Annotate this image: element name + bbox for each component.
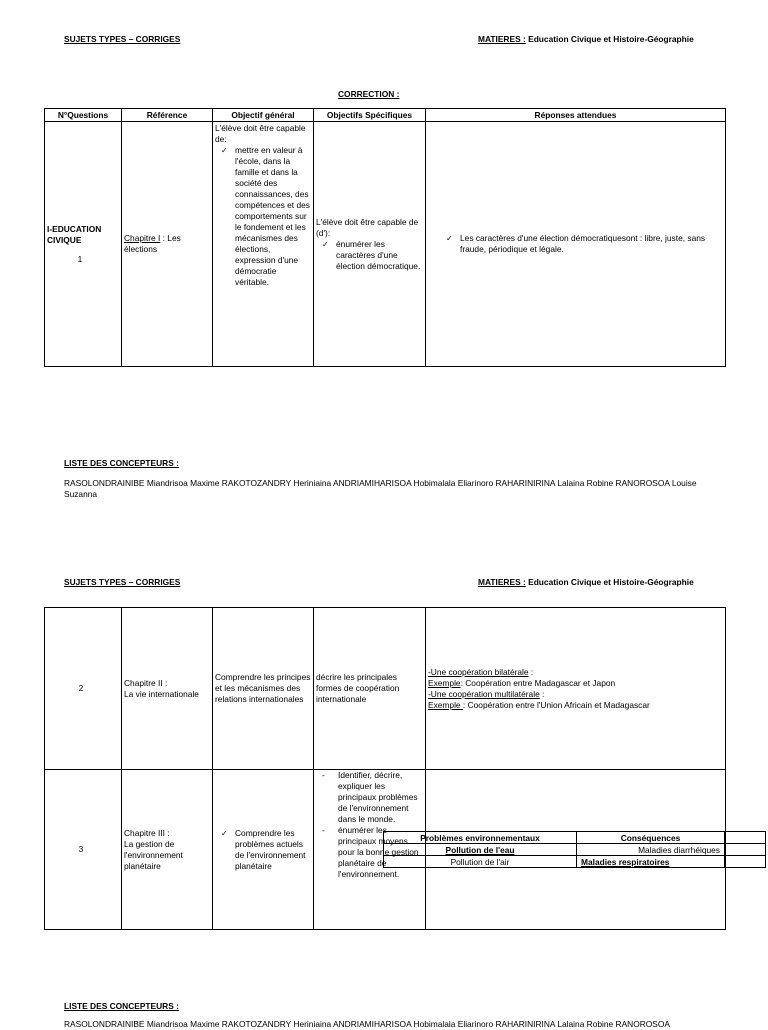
problem-cell: Pollution de l'eau [384, 844, 577, 856]
objectif-list [215, 828, 311, 872]
objectif-general-cell [213, 122, 314, 367]
reponse-list [428, 233, 723, 255]
column-header: N°Questions [45, 109, 122, 122]
chapter-title: : Les élections [124, 233, 181, 254]
question-number: 1 [77, 253, 83, 264]
section-label: I-EDUCATION CIVIQUE [47, 223, 102, 245]
column-header: Objectifs Spécifiques [314, 109, 426, 122]
objectif-intro: L'élève doit être capable de: [215, 123, 306, 144]
reference-cell [122, 122, 213, 367]
header-subject-label: MATIERES : [478, 34, 526, 44]
objectif-list [215, 145, 311, 288]
page-header-left: SUJETS TYPES – CORRIGES [64, 577, 181, 587]
reponse-line: -Une coopération multilatérale : [428, 688, 545, 699]
specifique-list [316, 239, 423, 272]
reponse-item: ✓ Les caractères d'une élection démocratiquesont : libre, juste, sans fraude, périodique et légale. [440, 233, 723, 255]
concepteurs-list: RASOLONDRAINIBE Miandrisoa Maxime RAKOTOZANDRY Heriniaina ANDRIAMIHARISOA Hobimalala Eliarinoro RAHARINIRINA Lalaina Robine RANOROSOA Louise Suzanna [64, 478, 697, 499]
concepteurs-title: LISTE DES CONCEPTEURS : [64, 1001, 179, 1011]
reference-cell: Chapitre II : La vie internationale [122, 608, 213, 770]
specifique-item: - Identifier, décrire, expliquer les principaux problèmes de l'environnement dans le monde. [316, 770, 423, 825]
concepteurs-list: RASOLONDRAINIBE Miandrisoa Maxime RAKOTOZANDRY Heriniaina ANDRIAMIHARISOA Hobimalala Eliarinoro RAHARINIRINA Lalaina Robine RANOROSOA [64, 1019, 670, 1029]
inner-row [384, 856, 766, 868]
correction-table-continued [44, 607, 726, 930]
reponse-cell [426, 122, 726, 367]
specifique-intro: L'élève doit être capable de (d'): [316, 216, 419, 238]
page-header-right [478, 34, 694, 45]
question-number: 2 [45, 608, 122, 770]
table-row [45, 608, 726, 770]
reponse-line: Exemple: Coopération entre Madagascar et Japon [428, 677, 616, 688]
question-cell [45, 122, 122, 367]
consequence-cell: Maladies diarrhéiques [577, 844, 725, 856]
correction-title: CORRECTION : [338, 89, 400, 99]
header-subject-value: Education Civique et Histoire-Géographie [525, 577, 694, 587]
objectif-item: ✓ mettre en valeur à l'école, dans la famille et dans la société des connaissances, des compétences et des comportements sur le fondement et les mécanismes des élections, expression d'une démocratie véritable. [215, 145, 311, 288]
question-number: 3 [45, 770, 122, 930]
page-header-left: SUJETS TYPES – CORRIGES [64, 34, 181, 44]
table-header-row [45, 109, 726, 122]
objectif-general-cell [213, 770, 314, 930]
objectif-general-cell: Comprendre les principes et les mécanismes des relations internationales [213, 608, 314, 770]
consequence-cell: Maladies respiratoires [577, 856, 725, 868]
column-header: Réponses attendues [426, 109, 726, 122]
correction-table [44, 108, 726, 367]
objectif-specifique-cell: décrire les principales formes de coopération internationale [314, 608, 426, 770]
inner-row [384, 844, 766, 856]
reference-cell: Chapitre III : La gestion de l'environnement planétaire [122, 770, 213, 930]
environment-problems-table [383, 831, 766, 868]
inner-column-header: Problèmes environnementaux [384, 832, 577, 844]
concepteurs-title: LISTE DES CONCEPTEURS : [64, 458, 179, 468]
table-row [45, 122, 726, 367]
header-subject-label: MATIERES : [478, 577, 526, 587]
reponse-line: -Une coopération bilatérale : [428, 666, 534, 677]
objectif-item: ✓ Comprendre les problèmes actuels de l'environnement planétaire [215, 828, 311, 872]
reponse-line: Exemple : Coopération entre l'Union Africain et Madagascar [428, 699, 650, 710]
specifique-item: ✓ énumérer les caractères d'une élection démocratique. [316, 239, 423, 272]
header-subject-value: Education Civique et Histoire-Géographie [525, 34, 694, 44]
objectif-specifique-cell [314, 122, 426, 367]
reponse-cell [426, 608, 726, 770]
chapter-link: Chapitre I [124, 233, 161, 243]
column-header: Référence [122, 109, 213, 122]
specifique-item: - énumérer les principaux moyens pour la bonne gestion planétaire de l'environnement. [316, 825, 423, 880]
page-header-right [478, 577, 694, 588]
problem-cell: Pollution de l'air [384, 856, 577, 868]
inner-column-header: Conséquences [577, 832, 725, 844]
column-header: Objectif général [213, 109, 314, 122]
inner-header-row [384, 832, 766, 844]
